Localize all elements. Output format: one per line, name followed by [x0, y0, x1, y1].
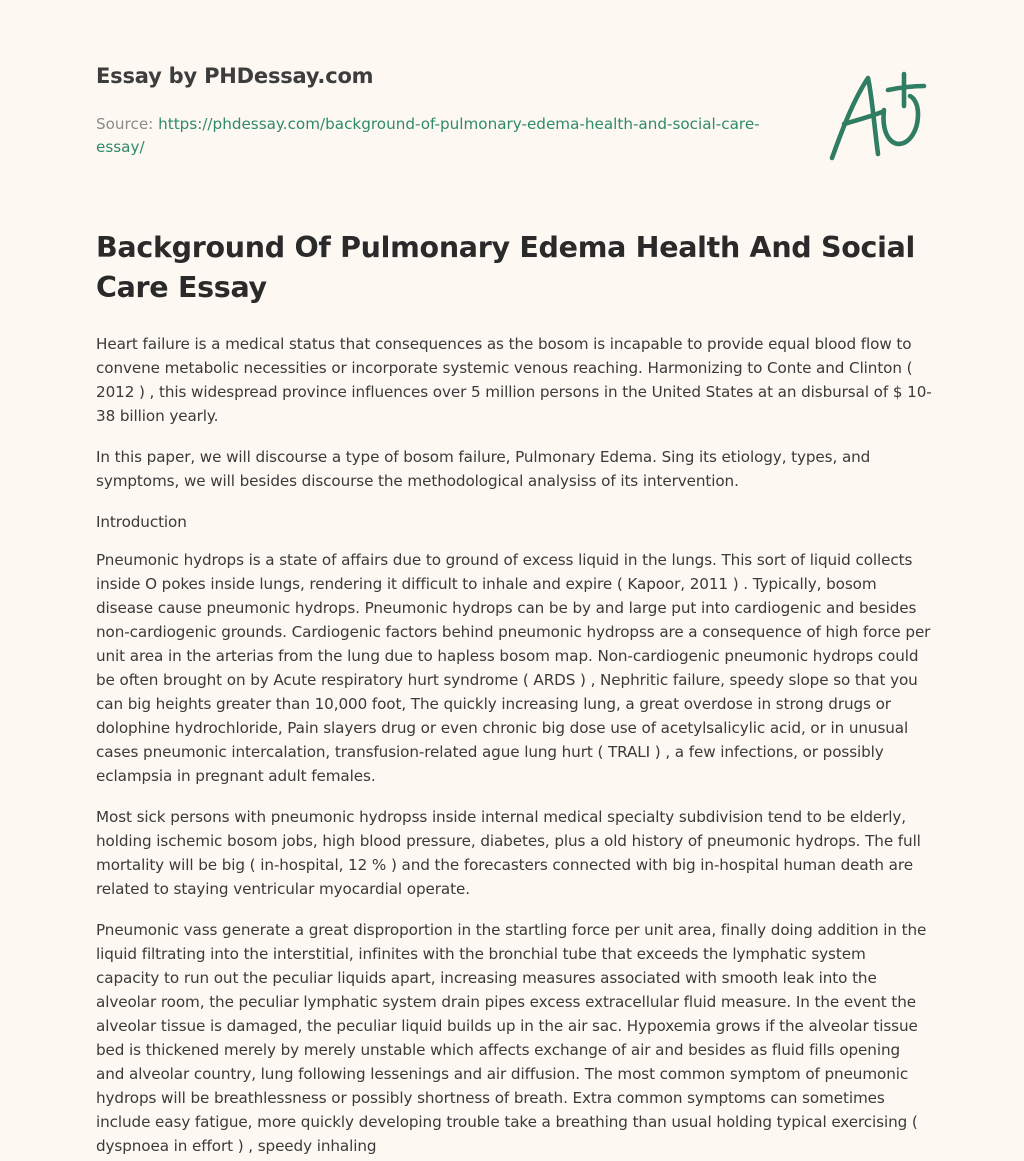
essay-paragraph: Pneumonic vass generate a great disproportion in the startling force per unit area, finally doing addition in the liquid filtrating into the interstitial, infinites with the bronchial tube that exceeds the lymphatic system capacity to run out the peculiar liquids apart, increasing measures associated with smooth leak into the alveolar room, the peculiar lymphatic system drain pipes excess extracellular fluid measure. In the event the alveolar tissue is damaged, the peculiar liquid builds up in the air sac. Hypoxemia grows if the alveolar tissue bed is thickened merely by merely unstable which affects exchange of air and besides as fluid fills opening and alveolar country, lung following lessenings and air diffusion. The most common symptom of pneumonic hydrops will be breathlessness or possibly shortness of breath. Extra common symptoms can sometimes include easy fatigue, more quickly developing trouble take a breathing than usual holding typical exercising ( dyspnoea in effort ) , speedy inhaling — [96, 921, 927, 1155]
essay-paragraph: In this paper, we will discourse a type of bosom failure, Pulmonary Edema. Sing its etiology, types, and symptoms, we will besides discourse the methodological analysiss of its intervention. — [96, 448, 871, 490]
essay-paragraph: Heart failure is a medical status that consequences as the bosom is incapable to provide equal blood flow to convene metabolic necessities or incorporate systemic venous reaching. Harmonizing to Conte and Clinton ( 2012 ) , this widespread province influences over 5 million persons in the United States at an disbursal of $ 10-38 billion yearly. — [96, 335, 932, 425]
essay-title: Background Of Pulmonary Edema Health And Social Care Essay — [96, 231, 915, 304]
a-plus-grade-icon — [824, 66, 930, 166]
source-link[interactable]: https://phdessay.com/background-of-pulmonary-edema-health-and-social-care-essay/ — [96, 115, 760, 156]
page-header — [96, 0, 932, 200]
section-heading-introduction: Introduction — [96, 513, 187, 531]
essay-paragraph: Pneumonic hydrops is a state of affairs due to ground of excess liquid in the lungs. This sort of liquid collects inside O pokes inside lungs, rendering it difficult to inhale and expire ( Kapoor, 2011 ) . Typically, bosom disease cause pneumonic hydrops. Pneumonic hydrops can be by and large put into cardiogenic and besides non-cardiogenic grounds. Cardiogenic factors behind pneumonic hydropss are a consequence of high force per unit area in the arterias from the lung due to hapless bosom map. Non-cardiogenic pneumonic hydrops could be often brought on by Acute respiratory hurt syndrome ( ARDS ) , Nephritic failure, speedy slope so that you can big heights greater than 10,000 foot, The quickly increasing lung, a great overdose in strong drugs or dolophine hydrochloride, Pain slayers drug or even chronic big dose use of acetylsalicylic acid, or in unusual cases pneumonic intercalation, transfusion-related ague lung hurt ( TRALI ) , a few infections, or possibly eclampsia in pregnant adult females. — [96, 551, 931, 785]
source-label: Source: — [96, 115, 154, 133]
site-title: Essay by PHDessay.com — [96, 64, 374, 88]
essay-paragraph: Most sick persons with pneumonic hydropss inside internal medical specialty subdivision tend to be elderly, holding ischemic bosom jobs, high blood pressure, diabetes, plus a old history of pneumonic hydrops. The full mortality will be big ( in-hospital, 12 % ) and the forecasters connected with big in-hospital human death are related to staying ventricular myocardial operate. — [96, 808, 921, 898]
source-line — [96, 113, 766, 159]
